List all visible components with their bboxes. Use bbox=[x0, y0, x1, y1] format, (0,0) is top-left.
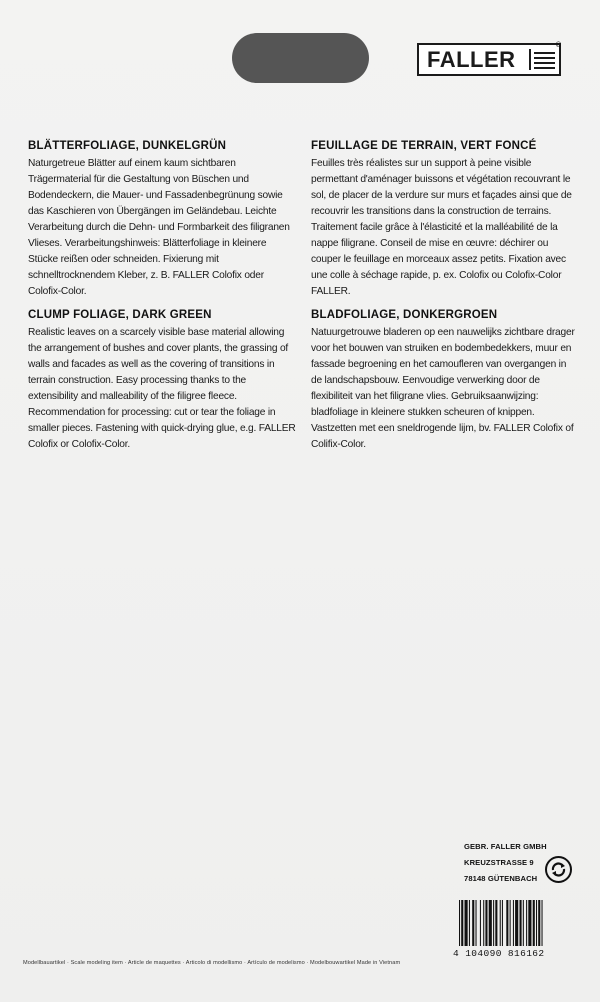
address-line: GEBR. FALLER GMBH bbox=[464, 842, 547, 851]
address-line: KREUZSTRASSE 9 bbox=[464, 858, 534, 867]
barcode-bar bbox=[483, 900, 484, 946]
barcode bbox=[458, 900, 577, 946]
section-german bbox=[28, 140, 296, 300]
barcode-bar bbox=[510, 900, 511, 946]
barcode-bar bbox=[472, 900, 474, 946]
section-dutch bbox=[311, 309, 579, 453]
section-text: Realistic leaves on a scarcely visible base material allowing the arrangement of bushes and cover plants, the grassing of walls and facades as well as the covering of transitions in terrain construction. Easy processing thanks to the extensibility and malleability of the filigree fleece. Recommendation for processing: cut or tear the foliage in smaller pieces. Fastening with quick-drying glue, e.g. FALLER Colofix or Colofix-Color. bbox=[28, 327, 296, 450]
barcode-bar bbox=[513, 900, 514, 946]
section-title: FEUILLAGE DE TERRAIN, VERT FONCÉ bbox=[311, 140, 537, 152]
section-text: Naturgetreue Blätter auf einem kaum sichtbaren Trägermaterial für die Gestaltung von Büschen und Bodendeckern, die Mauer- und Fassadenbegrünung sowie das Kaschieren von Übergängen im Geländebau. Leichte Verarbeitung durch die Dehn- und Formbarkeit des filigranen Vlieses. Verarbeitungshinweis: Blätterfoliage in kleinere Stücke reißen oder schneiden. Fixierung mit schnelltrocknendem Kleber, z. B. FALLER Colofix oder Colofix-Color. bbox=[28, 158, 290, 297]
barcode-bar bbox=[476, 900, 477, 946]
barcode-bar bbox=[536, 900, 537, 946]
barcode-bar bbox=[493, 900, 494, 946]
barcode-bar bbox=[523, 900, 524, 946]
registered-mark: ® bbox=[555, 42, 561, 49]
barcode-bar bbox=[461, 900, 463, 946]
barcode-bar bbox=[495, 900, 497, 946]
logo-stripes-icon bbox=[529, 49, 555, 70]
barcode-bar bbox=[528, 900, 531, 946]
barcode-bar bbox=[489, 900, 492, 946]
logo-text: FALLER bbox=[427, 46, 516, 72]
barcode-bar bbox=[459, 900, 460, 946]
barcode-bar bbox=[485, 900, 487, 946]
address-line: 78148 GÜTENBACH bbox=[464, 874, 538, 883]
barcode-bar bbox=[500, 900, 501, 946]
barcode-bar bbox=[502, 900, 503, 946]
section-title: BLADFOLIAGE, DONKERGROEN bbox=[311, 309, 498, 321]
barcode-bar bbox=[515, 900, 518, 946]
barcode-number: 4 104090 816162 bbox=[453, 948, 545, 959]
barcode-bar bbox=[542, 900, 543, 946]
barcode-bar bbox=[533, 900, 535, 946]
section-text: Natuurgetrouwe bladeren op een nauwelijks zichtbare drager voor het bouwen van struiken en bodembedekkers, muur en fassade begroening en het camoufleren van overgangen in de landschapsbouw. Eenvoudige verwerking door de flexibiliteit van het filigrane vlies. Gebruiksaanwijzing: bladfoliage in kleinere stukken scheuren of knippen. Vastzetten met een sneldrogende lijm, bv. FALLER Colofix of Colifix-Color. bbox=[311, 327, 575, 450]
barcode-bar bbox=[480, 900, 481, 946]
faller-logo bbox=[417, 43, 561, 76]
barcode-bar bbox=[526, 900, 527, 946]
section-french bbox=[311, 140, 579, 300]
recycle-icon bbox=[545, 856, 572, 883]
manufacturer-address bbox=[464, 839, 547, 887]
barcode-bar bbox=[520, 900, 522, 946]
barcode-bar bbox=[538, 900, 540, 946]
section-text: Feuilles très réalistes sur un support à peine visible permettant d'aménager buissons et végétation recouvrant le sol, de placer de la verdure sur murs et façades ainsi que de recouvrir les transitions dans la construction de terrains. Traitement facile grâce à l'élasticité et la malléabilité de la nappe filigrane. Conseil de mise en œuvre: déchirer ou couper le feuillage en morceaux assez petits. Fixation avec une colle à séchage rapide, p. ex. Colofix ou Colofix-Color FALLER. bbox=[311, 158, 572, 297]
section-title: CLUMP FOLIAGE, DARK GREEN bbox=[28, 309, 212, 321]
barcode-bar bbox=[506, 900, 508, 946]
barcode-bar bbox=[469, 900, 470, 946]
section-english bbox=[28, 309, 296, 453]
hang-hole bbox=[232, 33, 369, 83]
section-title: BLÄTTERFOLIAGE, DUNKELGRÜN bbox=[28, 140, 227, 152]
barcode-bar bbox=[465, 900, 468, 946]
footer-text: Modellbauartikel · Scale modeling item · Article de maquettes · Articolo di modellismo · Artículo de modelismo · Modelbouwartikel Made in Vietnam bbox=[23, 960, 401, 966]
